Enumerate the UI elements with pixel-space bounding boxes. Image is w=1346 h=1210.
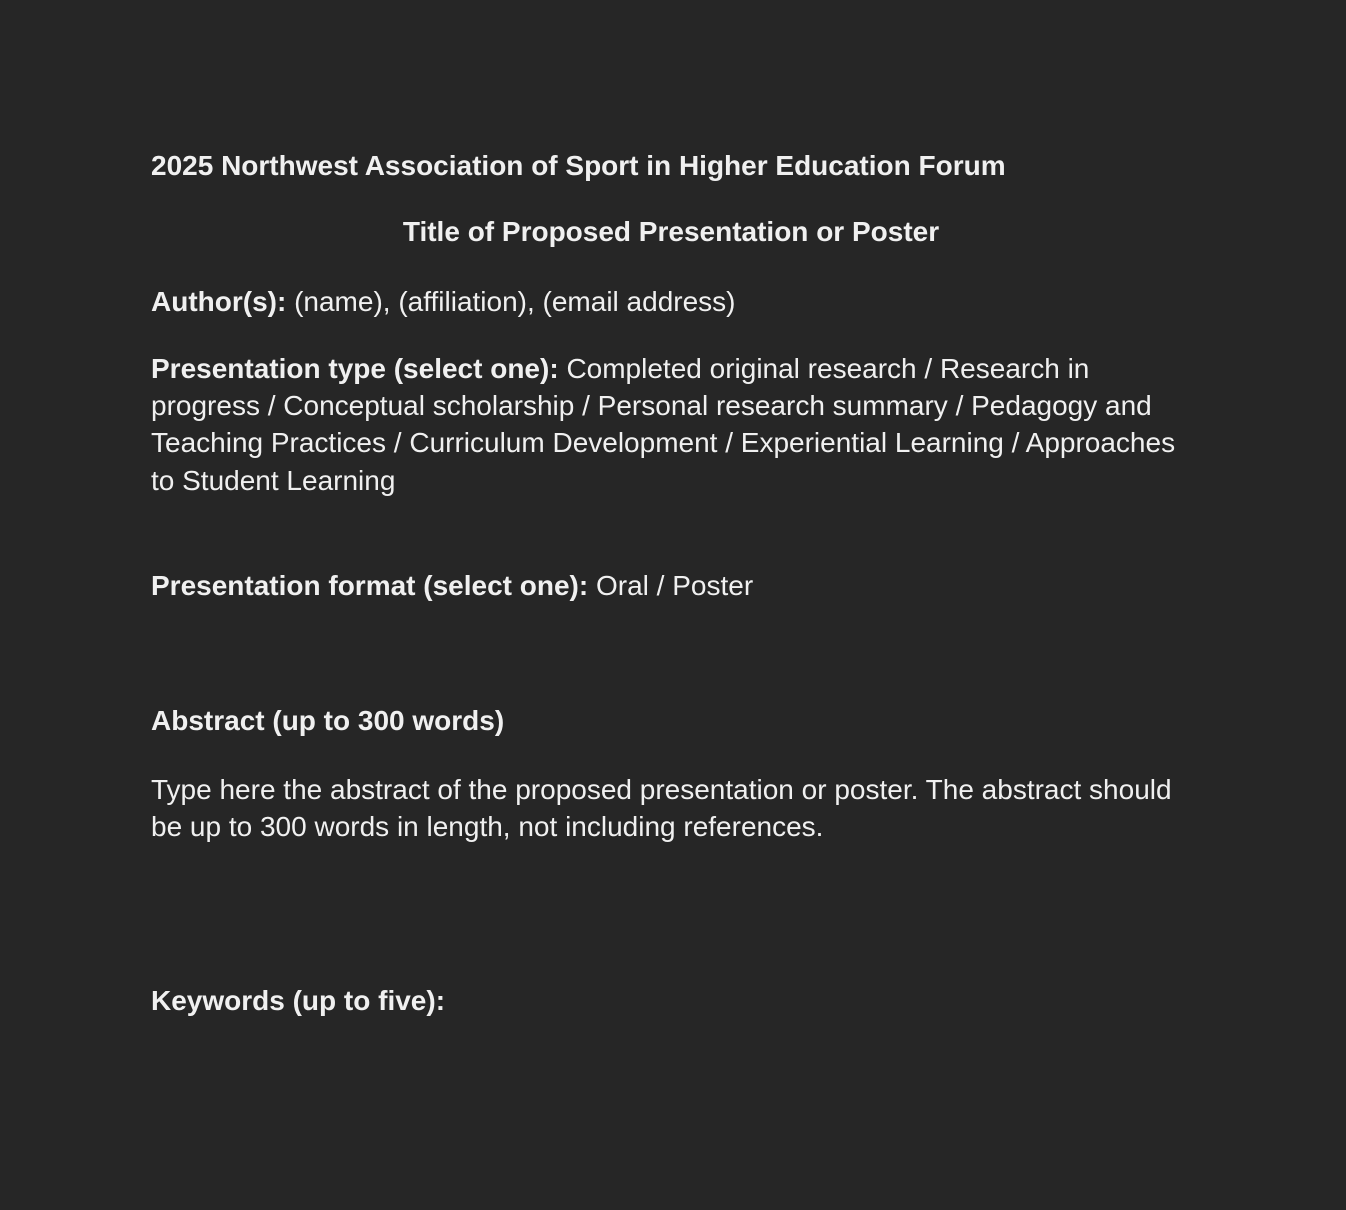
authors-label: Author(s):: [151, 285, 287, 317]
proposal-title-placeholder: Title of Proposed Presentation or Poster: [402, 216, 940, 248]
presentation-format-line: [151, 567, 1191, 604]
presentation-format-label: Presentation format (select one):: [151, 570, 589, 602]
presentation-type-options: Completed original research / Research in progress / Conceptual scholarship / Personal research summary / Pedagogy and Teaching Practices / Curriculum Development / Experiential Learning / Approaches to Student Learning: [151, 352, 1176, 496]
presentation-type-label: Presentation type (select one):: [151, 352, 559, 384]
presentation-type-line: [151, 350, 1191, 499]
authors-line: [151, 283, 1191, 320]
forum-heading: 2025 Northwest Association of Sport in Higher Education Forum: [151, 150, 1006, 181]
keywords-label: Keywords (up to five):: [151, 985, 446, 1017]
authors-value: (name), (affiliation), (email address): [294, 285, 736, 317]
abstract-instructions: Type here the abstract of the proposed presentation or poster. The abstract should be up to 300 words in length, not including references.: [151, 773, 1172, 842]
abstract-heading: Abstract (up to 300 words): [151, 705, 505, 737]
presentation-format-options: Oral / Poster: [595, 570, 754, 602]
